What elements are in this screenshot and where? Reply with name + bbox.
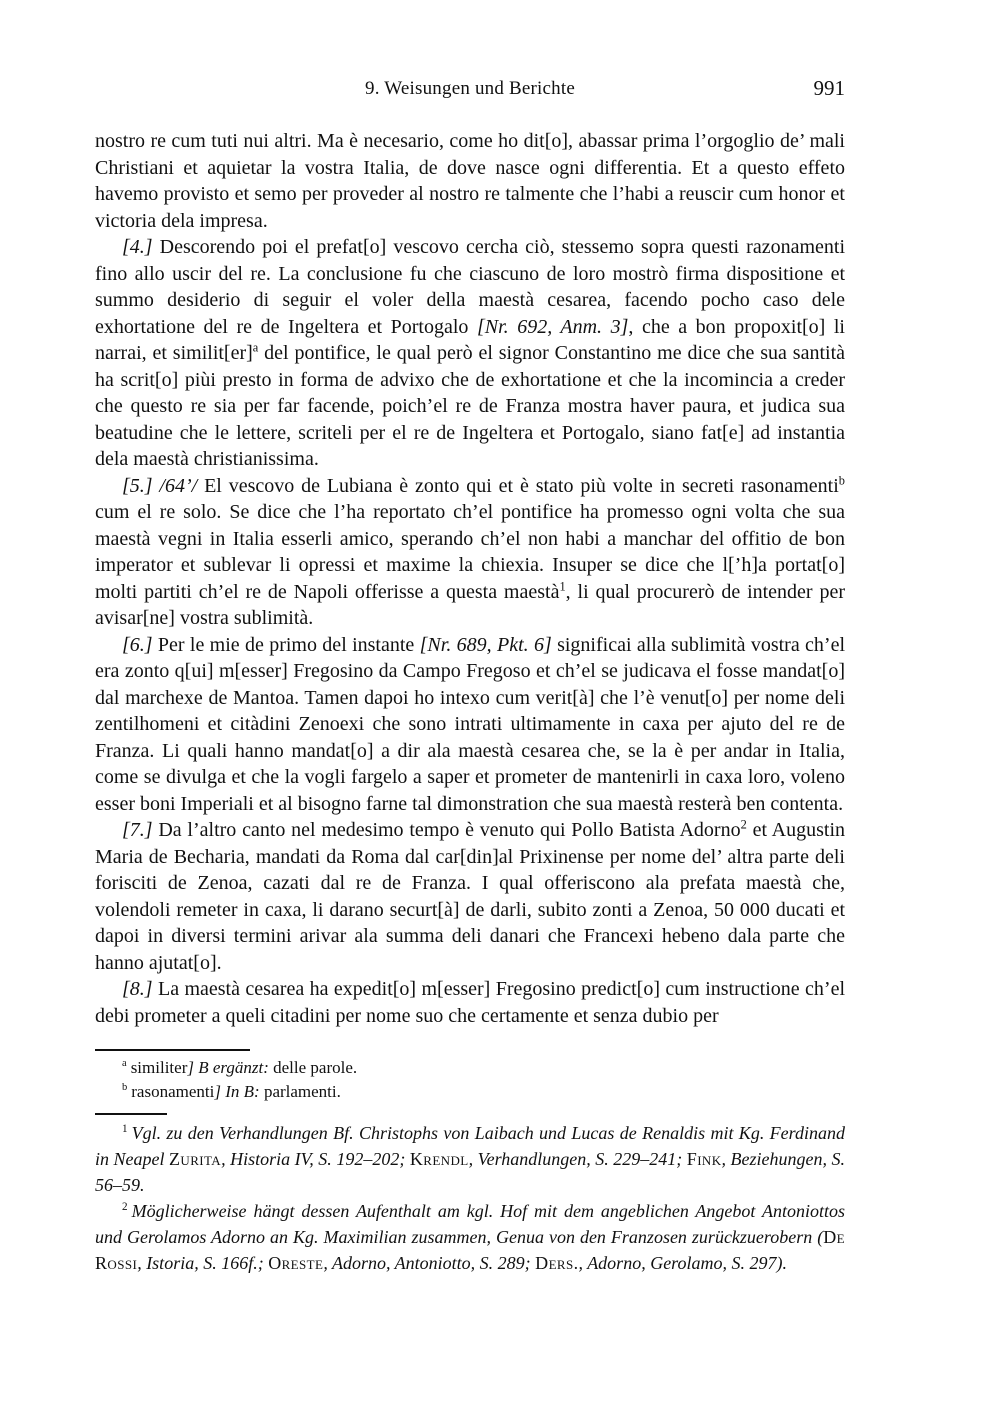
body-text — [95, 128, 845, 1029]
type-area — [95, 78, 845, 1276]
text-run: Descorendo poi el prefat[o] vescovo cercha ciò, stessemo sopra questi razonamenti fino allo uscir del re. La conclusione fu che ciascuno de loro mostrò firma dispositione et summo desiderio di seguir el voler della maestà cesarea, facendo pocho caso dele exhortatione del re de Ingeltera et Portogalo — [95, 236, 845, 338]
text-run: Oreste — [268, 1253, 324, 1273]
text-run: , Beziehungen, S. 56–59. — [95, 1149, 845, 1195]
text-run: Möglicherweise hängt dessen Aufenthalt am kgl. Hof mit dem angeblichen Angebot Antoniottos und Gerolamos Adorno an Kg. Maximilian zusammen, Genua von den Franzosen zurückzuerobern ( — [95, 1201, 845, 1247]
text-run: , li qual procurerò de intender per avisar[ne] vostra sublimità. — [95, 580, 845, 629]
text-run: a — [252, 340, 259, 355]
text-run: , Verhandlungen, S. 229–241; — [468, 1149, 687, 1169]
footnote-list — [95, 1120, 845, 1276]
text-run: [5.] /64’/ — [122, 474, 198, 497]
note-mark: b — [122, 1081, 128, 1093]
text-run: del pontifice, le qual però el signor Constantino me dice che sua santità ha scrit[o] piùi presto in forma de advixo che de exhortatione et che la incomincia a creder che questo re sia per far facende, poich’el re de Franza mostra haver paura, et judica sua beatudine che le lettere, scriteli per el re de Ingeltera et Portogalo, siano fat[e] ad instantia dela maestà christianissima. — [95, 342, 846, 470]
text-run: [7.] — [122, 819, 153, 841]
text-run: Krendl — [409, 1149, 469, 1169]
text-run: , Adorno, Gerolamo, S. 297). — [578, 1253, 788, 1273]
footnote — [95, 1120, 845, 1198]
text-run: [6.] — [122, 633, 153, 656]
text-run: [Nr. 689, Pkt. 6] — [419, 633, 552, 656]
text-run: parlamenti. — [259, 1081, 341, 1101]
apparatus-note — [95, 1080, 845, 1104]
running-title: 9. Weisungen und Berichte — [365, 78, 575, 99]
text-run: rasonamenti — [131, 1081, 215, 1101]
text-run: similiter — [130, 1058, 188, 1077]
note-mark: 2 — [122, 1201, 128, 1213]
page-number: 991 — [813, 76, 845, 100]
text-run: Fink — [686, 1149, 722, 1169]
text-run: Per le mie de primo del instante — [152, 633, 420, 656]
text-run: ] In B: — [214, 1081, 260, 1101]
text-run: , Istoria, S. 166f.; — [137, 1253, 269, 1273]
text-run: El vescovo de Lubiana è zonto qui et è stato più volte in secreti rasonamenti — [197, 474, 839, 497]
note-mark: 1 — [122, 1123, 128, 1135]
footnote-separator-rule — [95, 1113, 167, 1115]
text-run: cum el re solo. Se dice che l’ha reportato ch’el pontifice ha promesso ogni volta che sua maestà vegni in Italia esserli amico, sperando ch’el non habi a manchar del offitio de bon imperator et sublevar li opressi et maxime la chiexia. Insuper se dice che l[’h]a portat[o] molti partiti ch’el re de Napoli offerisse a questa maestà — [95, 501, 845, 603]
text-run: Ders. — [535, 1253, 579, 1273]
page-header — [95, 78, 845, 104]
paragraph — [95, 234, 845, 473]
text-run: [8.] — [122, 978, 153, 1000]
text-run: et Augustin Maria de Becharia, mandati da Roma dal car[din]al Prixinense per nome del’ altra parte deli forisciti de Zenoa, cazati dal re de Franza. I qual offeriscono ala prefata maestà che, volendoli remeter in caxa, li darano securt[à] de darli, subito zonti a Zenoa, 50 000 ducati et dapoi in diversi termini arivar ala summa deli danari che Francexi hebeno dala parte che hanno ajutat[o]. — [95, 819, 846, 974]
text-run: La maestà cesarea ha expedit[o] m[esser] Fregosino predict[o] cum instructione ch’el debi prometer a queli citadini per nome suo che certamente et senza dubio per — [95, 978, 845, 1027]
paragraph — [95, 632, 845, 818]
text-run: b — [838, 472, 845, 487]
text-run: De Rossi — [95, 1227, 845, 1273]
text-run: 1 — [559, 578, 566, 593]
text-run: Da l’altro canto nel medesimo tempo è venuto qui Pollo Batista Adorno — [152, 819, 741, 841]
text-run: significai alla sublimità vostra ch’el era zonto q[ui] m[esser] Fregosino da Campo Fregoso et ch’el se judicava el fosse mandat[o] dal marchexe de Mantoa. Tamen dapoi ho intexo cum verit[à] che l’è venut[o] per nome deli zentilhomeni et citàdini Zenoexi che sono intrati ultimamente in caxa per ajuto del re de Franza. Li quali hanno mandat[o] a dir ala maestà cesarea che, se la è per andar in Italia, come se divulga et che la vogli fargelo a saper et prometer de mantenirli in caxa loro, voleno esser boni Imperiali et al bisogno farne tal dimonstration che sua maestà resterà ben contenta. — [95, 633, 845, 815]
paragraph — [95, 128, 845, 234]
text-run: 2 — [740, 817, 747, 832]
text-run: Vgl. zu den Verhandlungen Bf. Christophs von Laibach und Lucas de Renaldis mit Kg. Ferdinand in Neapel — [95, 1123, 845, 1169]
text-run: nostro re cum tuti nui altri. Ma è necesario, come ho dit[o], abassar prima l’orgoglio de’ mali Christiani et aquietar la vostra Italia, de dove nasce ogni differentia. Et a questo effeto havemo provisto et semo per proveder al nostro re talmente che l’habi a reuscir cum honor et victoria dela impresa. — [95, 130, 845, 232]
text-run: Zurita — [169, 1149, 222, 1169]
paragraph — [95, 473, 845, 632]
apparatus-separator-rule — [95, 1049, 250, 1051]
text-run: [4.] — [122, 236, 153, 258]
apparatus-notes — [95, 1056, 845, 1103]
footnote — [95, 1198, 845, 1276]
text-run: , Historia IV, S. 192–202; — [221, 1149, 410, 1169]
paragraph — [95, 976, 845, 1029]
text-run: , che a bon propoxit[o] li narrai, et similit[er] — [95, 315, 845, 364]
apparatus-note — [95, 1056, 845, 1080]
text-run: delle parole. — [268, 1058, 358, 1077]
text-run: , Adorno, Antoniotto, S. 289; — [323, 1253, 536, 1273]
paragraph — [95, 817, 845, 976]
text-run: ] B ergänzt: — [187, 1058, 269, 1077]
note-mark: a — [122, 1058, 127, 1070]
text-run: [Nr. 692, Anm. 3] — [476, 315, 629, 338]
